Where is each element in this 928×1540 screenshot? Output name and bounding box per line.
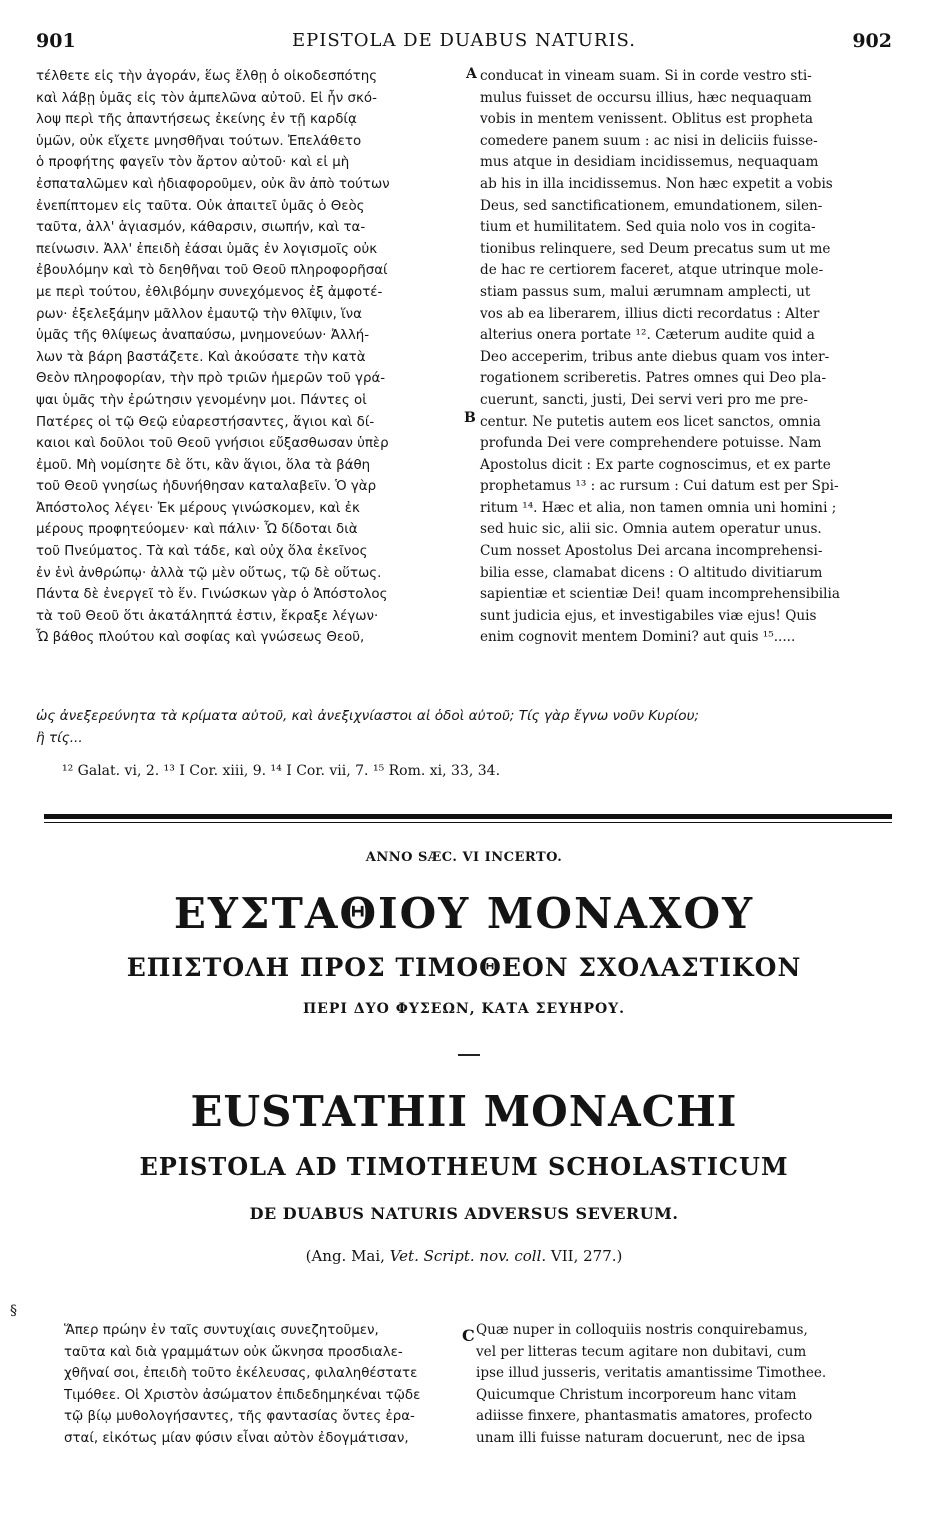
page-number-left: 901 (36, 30, 76, 52)
text-line: ὁ προφήτης φαγεῖν τὸν ἄρτον αὐτοῦ· καὶ εἰ μὴ (36, 155, 350, 171)
text-line: Quæ nuper in colloquiis nostris conquirebamus, (476, 1322, 808, 1338)
greek-author-title: ΕΥΣΤΑΘΙΟΥ ΜΟΝΑΧΟΥ (173, 889, 755, 938)
text-line: ὑμᾶς τῆς θλίψεως ἀναπαύσω, μνημονεύων· Ἀλλή- (36, 328, 370, 344)
text-line: Cum nosset Apostolus Dei arcana incomprehensi- (480, 543, 823, 560)
text-line: τοῦ Θεοῦ γνησίως ἠδυνήθησαν καταλαβεῖν. Ὁ γὰρ (36, 479, 377, 495)
text-line: καιοι καὶ δοῦλοι τοῦ Θεοῦ γνήσιοι εὔξασθωσαν ὑπὲρ (36, 436, 389, 452)
text-line: rogationem scriberetis. Patres omnes qui Deo pla- (480, 370, 827, 387)
text-line: sapientiæ et scientiæ Dei! quam incomprehensibilia (480, 586, 840, 603)
text-line: λων τὰ βάρη βαστάζετε. Καὶ ἀκούσατε τὴν κατὰ (36, 349, 366, 365)
text-line: μέρους προφητεύομεν· καὶ πάλιν· Ὧ δίδοται διὰ (36, 522, 358, 538)
text-line: ἐν ἑνὶ ἀνθρώπῳ· ἀλλὰ τῷ μὲν οὕτως, τῷ δὲ οὕτως. (36, 565, 382, 581)
text-line: vel per litteras tecum agitare non dubitavi, cum (476, 1343, 807, 1360)
latin-subtitle: DE DUABUS NATURIS ADVERSUS SEVERUM. (249, 1204, 679, 1223)
text-line: Ὦ βάθος πλούτου καὶ σοφίας καὶ γνώσεως Θεοῦ, (36, 630, 365, 646)
text-line: ὑμῶν, οὐκ εἴχετε μνησθῆναι τούτων. Ἐπελάθετο (36, 133, 362, 149)
text-line: Apostolus dicit : Ex parte cognoscimus, et ex parte (480, 456, 831, 473)
text-line: Deo acceperim, tribus ante diebus quam vos inter- (480, 348, 830, 365)
margin-marker-b: B (464, 410, 476, 426)
text-line: χθῆναί σοι, ἐπειδὴ τοῦτο ἐκέλευσας, φιλαληθέστατε (64, 1366, 418, 1382)
text-line: τοῦ Πνεύματος. Τὰ καὶ τάδε, καὶ οὐχ ὅλα ἐκεῖνος (36, 544, 368, 560)
text-line: ταῦτα, ἀλλ' ἁγιασμόν, κάθαρσιν, σιωπήν, καὶ τα- (36, 220, 366, 236)
text-line: ritum ¹⁴. Hæc et alia, non tamen omnia uni homini ; (480, 499, 837, 516)
text-line: Θεὸν πληροφορίαν, τὴν πρὸ τριῶν ἡμερῶν τοῦ γρά- (36, 371, 386, 387)
text-line: Πατέρες οἱ τῷ Θεῷ εὐαρεστήσαντες, ἅγιοι καὶ δί- (36, 414, 375, 430)
text-line: sed huic sic, alii sic. Omnia autem operatur unus. (480, 521, 822, 538)
text-line: prophetamus ¹³ : ac rursum : Cui datum est per Spi- (480, 478, 839, 495)
text-line: comedere panem suum : ac nisi in deliciis fuisse- (480, 132, 818, 149)
latin-column-bottom (476, 1320, 892, 1450)
text-line: ψαι ὑμᾶς τὴν ἐρώτησιν γενομένην μοι. Πάντες οἱ (36, 392, 367, 408)
text-line: Ἀπόστολος λέγει· Ἐκ μέρους γινώσκομεν, καὶ ἐκ (36, 500, 360, 516)
latin-column-top (480, 66, 892, 649)
source-prefix: (Ang. Mai, (305, 1247, 390, 1265)
text-line: sunt judicia ejus, et investigabiles viæ ejus! Quis (480, 607, 817, 624)
continuation-line: ἢ τίς... (36, 729, 83, 746)
greek-work-title: ΕΠΙΣΤΟΛΗ ΠΡΟΣ ΤΙΜΟΘΕΟΝ ΣΧΟΛΑΣΤΙΚΟΝ (126, 953, 802, 982)
text-line: Deus, sed sanctificationem, emundationem, silen- (480, 197, 823, 214)
text-line: conducat in vineam suam. Si in corde vestro sti- (480, 68, 812, 84)
section-divider-thin (44, 822, 892, 823)
greek-column-bottom (64, 1320, 452, 1450)
text-line: τὰ τοῦ Θεοῦ ὅτι ἀκατάληπτά ἐστιν, ἔκραξε λέγων· (36, 608, 379, 624)
latin-author-title: EUSTATHII MONACHI (190, 1087, 738, 1136)
text-line: τέλθετε εἰς τὴν ἀγοράν, ἕως ἔλθῃ ὁ οἰκοδεσπότης (36, 69, 378, 84)
text-line: tionibus relinquere, sed Deum precatus sum ut me (480, 240, 831, 257)
source-suffix: VII, 277.) (546, 1247, 623, 1265)
text-line: τῷ βίῳ μυθολογήσαντες, τῆς φαντασίας ὄντες ἐρα- (64, 1409, 415, 1425)
text-line: cuerunt, sancti, justi, Dei servi veri pro me pre- (480, 391, 808, 408)
text-line: de hac re certiorem faceret, atque utrinque mole- (480, 262, 824, 279)
running-title: EPISTOLA DE DUABUS NATURIS. (292, 30, 636, 51)
text-line: enim cognovit mentem Domini? aut quis ¹⁵..... (480, 629, 796, 646)
section-divider (44, 814, 892, 819)
text-line: Quicumque Christum incorporeum hanc vitam (476, 1386, 797, 1403)
margin-marker-a: A (466, 66, 477, 82)
greek-subtitle: ΠΕΡΙ ΔΥΟ ΦΥΣΕΩΝ, ΚΑΤΑ ΣΕΥΗΡΟΥ. (302, 1001, 626, 1017)
page-number-right: 902 (852, 30, 892, 52)
text-line: profunda Dei vere comprehendere potuisse. Nam (480, 435, 822, 452)
text-line: ab his in illa incidissemus. Non hæc expetit a vobis (480, 175, 833, 192)
footnotes: ¹² Galat. vi, 2. ¹³ I Cor. xiii, 9. ¹⁴ I Cor. vii, 7. ¹⁵ Rom. xi, 33, 34. (62, 763, 501, 779)
text-line: ρων· ἐξελεξάμην μᾶλλον ἐμαυτῷ τὴν θλῖψιν, ἵνα (36, 306, 362, 322)
text-line: ipse illud jusseris, veritatis amantissime Timothee. (476, 1365, 827, 1382)
greek-column-top (36, 66, 468, 649)
text-line: ἐβουλόμην καὶ τὸ δεηθῆναι τοῦ Θεοῦ πληροφορῆσαί (36, 263, 388, 279)
text-line: Ἅπερ πρώην ἐν ταῖς συντυχίαις συνεζητοῦμεν, (64, 1323, 379, 1338)
text-line: unam illi fuisse naturam docuerunt, nec de ipsa (476, 1429, 806, 1446)
section-mark: § (10, 1303, 17, 1319)
text-line: mulus fuisset de occursu illius, hæc nequaquam (480, 89, 812, 106)
text-line: με περὶ τούτου, ἐθλιβόμην συνεχόμενος ἐξ ἀμφοτέ- (36, 284, 383, 300)
date-line: ANNO SÆC. VI INCERTO. (365, 850, 563, 865)
text-line: adiisse finxere, phantasmatis amatores, profecto (476, 1408, 813, 1425)
text-line: mus atque in desidiam incidissemus, nequaquam (480, 154, 819, 171)
title-dash (458, 1054, 480, 1056)
text-line: σταί, εἰκότως μίαν φύσιν εἶναι αὐτὸν ἐδογμάτισαν, (64, 1430, 409, 1446)
text-line: ἐσπαταλῶμεν καὶ ἠδιαφοροῦμεν, οὐκ ἂν ἀπὸ τούτων (36, 176, 390, 192)
text-line: alterius onera portate ¹². Cæterum audite quid a (480, 327, 815, 344)
text-line: Πάντα δὲ ἐνεργεῖ τὸ ἕν. Γινώσκων γὰρ ὁ Ἀπόστολος (36, 587, 388, 603)
margin-marker-c: C (462, 1326, 475, 1345)
text-line: ἐνεπίπτομεν εἰς ταῦτα. Οὐκ ἀπαιτεῖ ὑμᾶς ὁ Θεὸς (36, 198, 365, 214)
source-citation (36, 1247, 892, 1265)
continuation-line: ὡς ἀνεξερεύνητα τὰ κρίματα αὐτοῦ, καὶ ἀνεξιχνίαστοι αἱ ὁδοὶ αὐτοῦ; Τίς γὰρ ἔγνω νοῦν Κυρίου; (36, 708, 700, 724)
text-line: λοψ περὶ τῆς ἀπαντήσεως ἐκείνης ἐν τῇ καρδίᾳ (36, 112, 357, 128)
latin-work-title: EPISTOLA AD TIMOTHEUM SCHOLASTICUM (139, 1152, 789, 1181)
text-line: πείνωσιν. Ἀλλ' ἐπειδὴ ἐάσαι ὑμᾶς ἐν λογισμοῖς οὐκ (36, 241, 378, 257)
text-line: Τιμόθεε. Οἱ Χριστὸν ἀσώματον ἐπιδεδημηκέναι τῷδε (64, 1387, 421, 1403)
running-header (36, 30, 892, 56)
text-line: ἐμοῦ. Μὴ νομίσητε δὲ ὅτι, κἂν ἅγιοι, ὅλα τὰ βάθη (36, 457, 371, 473)
source-italic: Vet. Script. nov. coll. (389, 1247, 547, 1265)
text-line: centur. Ne putetis autem eos licet sanctos, omnia (480, 413, 821, 430)
text-line: stiam passus sum, malui ærumnam amplecti, ut (480, 283, 811, 300)
text-line: vos ab ea liberarem, illius dicti recordatus : Alter (480, 305, 820, 322)
text-line: vobis in mentem venissent. Oblitus est propheta (480, 111, 814, 128)
text-line: καὶ λάβῃ ὑμᾶς εἰς τὸν ἀμπελῶνα αὐτοῦ. Εἰ ἦν σκό- (36, 90, 377, 106)
text-line: ταῦτα καὶ διὰ γραμμάτων οὐκ ὤκνησα προσδιαλε- (64, 1344, 403, 1360)
text-line: tium et humilitatem. Sed quia nolo vos in cogita- (480, 219, 816, 236)
text-line: bilia esse, clamabat dicens : O altitudo divitiarum (480, 564, 823, 581)
greek-continuation (36, 706, 892, 749)
